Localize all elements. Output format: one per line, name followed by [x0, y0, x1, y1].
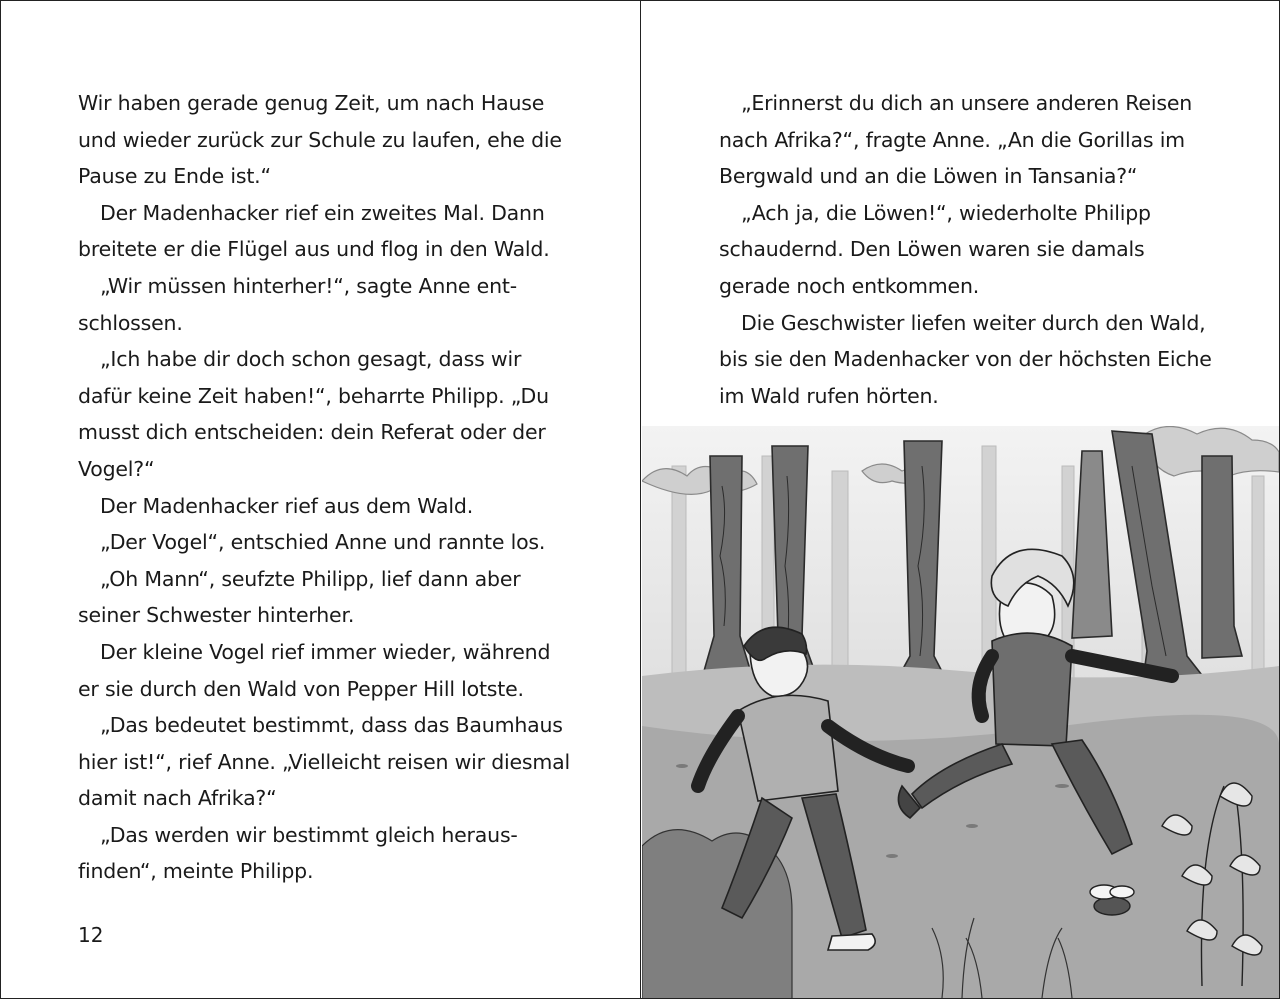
text-line: finden“, meinte Philipp.: [78, 859, 314, 884]
text-line: seiner Schwester hinterher.: [78, 603, 355, 628]
text-line: Wir haben gerade genug Zeit, um nach Hause: [78, 91, 545, 115]
text-line: Der kleine Vogel rief immer wieder, während: [100, 639, 551, 664]
text-line: „Das bedeutet bestimmt, dass das Baumhaus: [100, 713, 563, 738]
text-line: schaudernd. Den Löwen waren sie damals: [719, 237, 1145, 262]
text-line: Der Madenhacker rief ein zweites Mal. Dann: [100, 200, 545, 225]
text-line: im Wald rufen hörten.: [719, 383, 939, 408]
text-line: damit nach Afrika?“: [78, 786, 277, 811]
text-line: bis sie den Madenhacker von der höchsten Eiche: [719, 347, 1212, 372]
left-page-text: [78, 85, 578, 890]
text-line: und wieder zurück zur Schule zu laufen, ehe die: [78, 127, 562, 152]
text-line: Die Geschwister liefen weiter durch den Wald,: [741, 310, 1206, 335]
text-line: Pause zu Ende ist.“: [78, 164, 271, 189]
text-line: Bergwald und an die Löwen in Tansania?“: [719, 164, 1138, 189]
left-page: [1, 1, 641, 998]
text-line: „Der Vogel“, entschied Anne und rannte los.: [100, 530, 546, 555]
text-line: Vogel?“: [78, 456, 155, 481]
page-number: 12: [78, 923, 104, 947]
text-line: „Erinnerst du dich an unsere anderen Reisen: [741, 91, 1193, 115]
text-line: hier ist!“, rief Anne. „Vielleicht reisen wir diesmal: [78, 749, 571, 774]
text-line: „Ach ja, die Löwen!“, wiederholte Philipp: [741, 200, 1151, 225]
text-line: nach Afrika?“, fragte Anne. „An die Gorillas im: [719, 127, 1185, 152]
text-line: „Das werden wir bestimmt gleich heraus-: [100, 822, 518, 847]
text-line: Der Madenhacker rief aus dem Wald.: [100, 493, 474, 518]
right-page-text: [719, 85, 1219, 414]
text-line: breitete er die Flügel aus und flog in den Wald.: [78, 237, 550, 262]
text-line: „Wir müssen hinterher!“, sagte Anne ent-: [100, 273, 517, 298]
text-line: er sie durch den Wald von Pepper Hill lotste.: [78, 676, 524, 701]
forest-running-children-illustration-icon: [642, 426, 1279, 998]
right-page: [642, 1, 1279, 998]
text-line: dafür keine Zeit haben!“, beharrte Philipp. „Du: [78, 383, 549, 408]
text-line: „Oh Mann“, seufzte Philipp, lief dann aber: [100, 566, 521, 591]
text-line: musst dich entscheiden: dein Referat oder der: [78, 420, 546, 445]
text-line: gerade noch entkommen.: [719, 273, 980, 298]
text-line: schlossen.: [78, 310, 183, 335]
text-line: „Ich habe dir doch schon gesagt, dass wir: [100, 347, 522, 372]
